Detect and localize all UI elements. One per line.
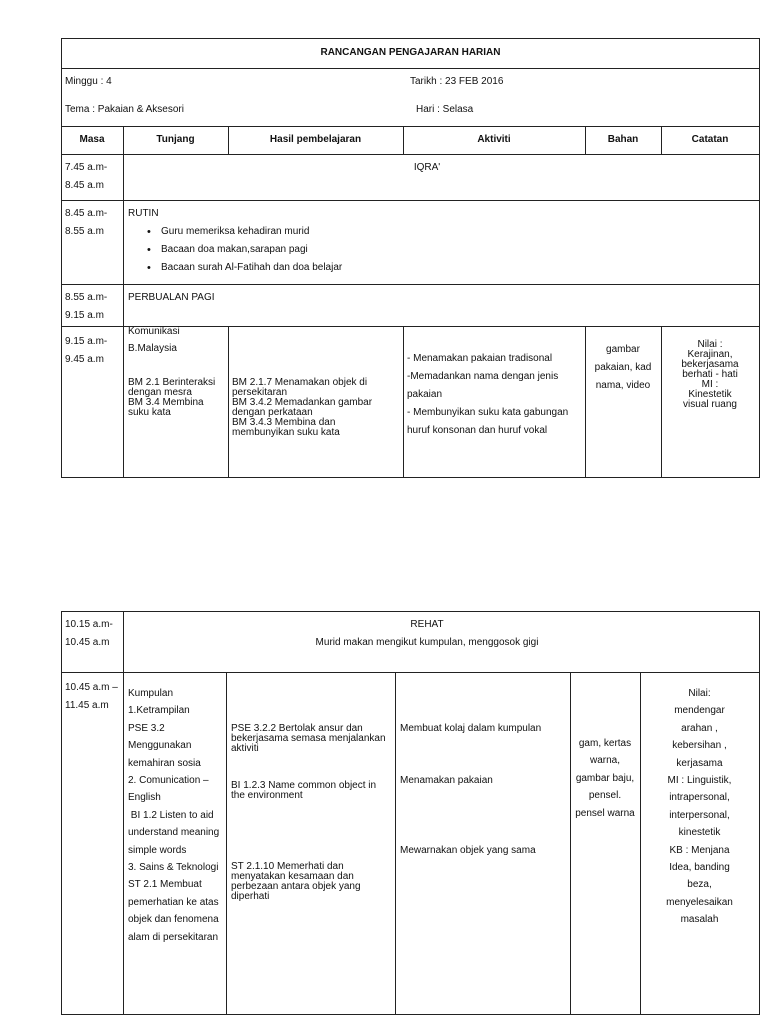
rutin-time: 8.45 a.m- 8.55 a.m: [65, 208, 108, 237]
header-masa: Masa: [79, 134, 105, 145]
perbualan-time: 8.55 a.m- 9.15 a.m: [65, 292, 108, 321]
main-hasil-bi: BI 1.2.3 Name common object in the environment: [231, 780, 377, 801]
rehat-subtitle: Murid makan mengikut kumpulan, menggosok gigi: [315, 637, 539, 648]
main-hasil-pse: PSE 3.2.2 Bertolak ansur dan bekerjasama semasa menjalankan aktiviti: [231, 723, 386, 754]
bm-bahan: gambar pakaian, kad nama, video: [594, 344, 652, 391]
header-hasil-pembelajaran: Hasil pembelajaran: [269, 134, 362, 145]
week-label: Minggu : 4: [65, 76, 112, 87]
main-hasil-st: ST 2.1.10 Memerhati dan menyatakan kesamaan dan perbezaan antara objek yang diperhati: [231, 861, 361, 902]
main-tunjang: Kumpulan 1.Ketrampilan PSE 3.2 Menggunakan kemahiran sosia 2. Comunication – English BI 1.2 Listen to aid understand meaning simple words 3. Sains & Teknologi ST 2.1 Membuat pemerhatian ke atas objek dan fenomena alam di persekitaran: [128, 688, 220, 943]
header-tunjang: Tunjang: [156, 134, 195, 145]
main-time: 10.45 a.m – 11.45 a.m: [65, 682, 118, 711]
bm-tunjang-top: Komunikasi: [128, 326, 180, 337]
rutin-title: RUTIN: [128, 208, 159, 219]
bm-hasil: BM 2.1.7 Menamakan objek di persekitaran BM 3.4.2 Memadankan gambar dengan perkataan BM 3.4.3 Membina dan membunyikan suku kata: [232, 377, 373, 438]
main-catatan: Nilai: mendengar arahan , kebersihan , kerjasama MI : Linguistik, intrapersonal, interpersonal, kinestetik KB : Menjana Idea, banding beza, menyelesaikan masalah: [666, 688, 733, 926]
iqra-label: IQRA': [413, 162, 441, 173]
bm-tunjang-standards: BM 2.1 Berinteraksi dengan mesra BM 3.4 Membina suku kata: [128, 377, 216, 418]
perbualan-label: PERBUALAN PAGI: [128, 292, 215, 303]
list-item: • Bacaan surah Al-Fatihah dan doa belajar: [128, 259, 342, 277]
day-label: Hari : Selasa: [416, 104, 474, 115]
rutin-list: [128, 223, 342, 277]
main-aktiviti-mewarnakan: Mewarnakan objek yang sama: [400, 845, 536, 856]
main-aktiviti-menamakan: Menamakan pakaian: [400, 775, 493, 786]
list-item: • Bacaan doa makan,sarapan pagi: [128, 241, 342, 259]
date-label: Tarikh : 23 FEB 2016: [410, 76, 504, 87]
main-aktiviti-kolaj: Membuat kolaj dalam kumpulan: [400, 723, 542, 734]
header-bahan: Bahan: [607, 134, 639, 145]
rehat-title: REHAT: [410, 619, 444, 630]
iqra-time: 7.45 a.m- 8.45 a.m: [65, 162, 108, 191]
list-item: • Guru memeriksa kehadiran murid: [128, 223, 342, 241]
main-bahan: gam, kertas warna, gambar baju, pensel. pensel warna: [575, 738, 635, 819]
rehat-time: 10.15 a.m- 10.45 a.m: [65, 619, 113, 648]
header-catatan: Catatan: [691, 134, 729, 145]
plan-title: RANCANGAN PENGAJARAN HARIAN: [320, 47, 501, 58]
header-aktiviti: Aktiviti: [477, 134, 511, 145]
bm-time: 9.15 a.m- 9.45 a.m: [65, 336, 108, 365]
bm-aktiviti: - Menamakan pakaian tradisonal -Memadankan nama dengan jenis pakaian - Membunyikan suku kata gabungan huruf konsonan dan huruf vokal: [407, 353, 569, 436]
theme-label: Tema : Pakaian & Aksesori: [65, 104, 184, 115]
bm-catatan: Nilai : Kerajinan, bekerjasama berhati - hati MI : Kinestetik visual ruang: [681, 339, 739, 410]
bm-tunjang-subject: B.Malaysia: [128, 343, 177, 354]
